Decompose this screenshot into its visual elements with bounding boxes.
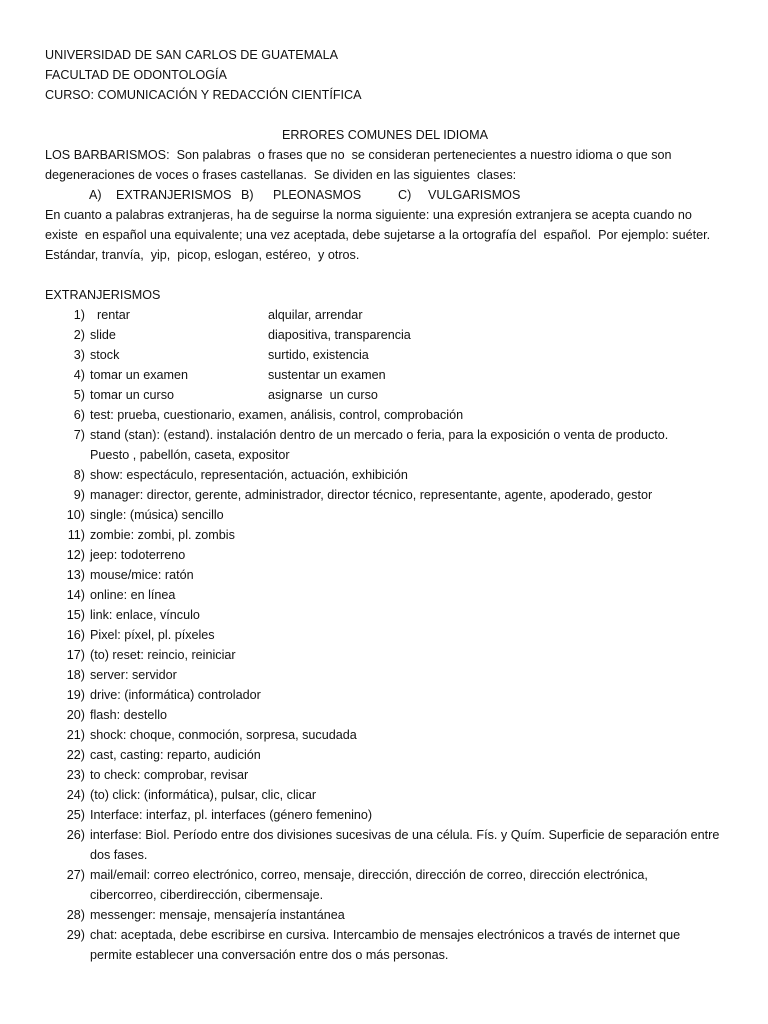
item-text: test: prueba, cuestionario, examen, análisis, control, comprobación: [90, 408, 464, 422]
list-item: [45, 565, 735, 585]
spacer: [45, 265, 735, 285]
item-number: 15): [66, 608, 85, 622]
item-number: 27): [66, 868, 85, 882]
list-item: [45, 545, 735, 565]
item-text: single: (música) sencillo: [90, 508, 224, 522]
rule-text: Estándar, tranvía, yip, picop, eslogan, estéreo, y otros.: [45, 248, 360, 262]
document-title: ERRORES COMUNES DEL IDIOMA: [282, 128, 488, 142]
list-item: [45, 485, 735, 505]
foreign-term: rentar: [90, 308, 130, 322]
item-text: server: servidor: [90, 668, 177, 682]
item-text: Pixel: píxel, pl. píxeles: [90, 628, 215, 642]
list-item: [45, 665, 735, 685]
foreign-term: stock: [90, 348, 120, 362]
list-item: [45, 805, 735, 825]
university-name: UNIVERSIDAD DE SAN CARLOS DE GUATEMALA: [45, 48, 338, 62]
item-text: show: espectáculo, representación, actuación, exhibición: [90, 468, 408, 482]
spacer: [45, 105, 735, 125]
list-item: [45, 725, 735, 745]
list-item: [45, 685, 735, 705]
list-item: [45, 365, 735, 385]
rule-text: En cuanto a palabras extranjeras, ha de seguirse la norma siguiente: una expresión extranjera se acepta cuando no: [45, 208, 692, 222]
item-number: 5): [73, 388, 85, 402]
item-text: link: enlace, vínculo: [90, 608, 200, 622]
item-text: cast, casting: reparto, audición: [90, 748, 261, 762]
list-item: [45, 905, 735, 925]
items-list: [45, 405, 735, 965]
item-number: 25): [66, 808, 85, 822]
item-number: 8): [73, 468, 85, 482]
item-text: Interface: interfaz, pl. interfaces (género femenino): [90, 808, 373, 822]
list-item: [45, 385, 735, 405]
list-item: [45, 325, 735, 345]
item-text-continued: dos fases.: [90, 848, 148, 862]
foreign-term: tomar un curso: [90, 388, 174, 402]
item-number: 1): [73, 308, 85, 322]
item-text-continued: Puesto , pabellón, caseta, expositor: [90, 448, 290, 462]
list-item: [45, 605, 735, 625]
list-item: [45, 505, 735, 525]
foreign-term: slide: [90, 328, 116, 342]
list-item: [45, 525, 735, 545]
barbarism-classes: [45, 185, 735, 205]
rule-text: existe en español una equivalente; una vez aceptada, debe sujetarse a la ortografía del español. Por ejemplo: suéter.: [45, 228, 711, 242]
class-letter: A): [89, 188, 102, 202]
item-text-continued: permite establecer una conversación entre dos o más personas.: [90, 948, 449, 962]
item-text: messenger: mensaje, mensajería instantánea: [90, 908, 345, 922]
item-text: manager: director, gerente, administrador, director técnico, representante, agente, apoderado, gestor: [90, 488, 653, 502]
item-text: drive: (informática) controlador: [90, 688, 261, 702]
item-text: zombie: zombi, pl. zombis: [90, 528, 235, 542]
item-number: 10): [66, 508, 85, 522]
item-number: 14): [66, 588, 85, 602]
item-text: to check: comprobar, revisar: [90, 768, 249, 782]
course-name: CURSO: COMUNICACIÓN Y REDACCIÓN CIENTÍFICA: [45, 88, 362, 102]
item-text: mail/email: correo electrónico, correo, mensaje, dirección, dirección de correo, dirección electrónica,: [90, 868, 648, 882]
item-number: 13): [66, 568, 85, 582]
item-text-continued: cibercorreo, ciberdirección, cibermensaje.: [90, 888, 324, 902]
item-number: 29): [66, 928, 85, 942]
item-number: 2): [73, 328, 85, 342]
spanish-equivalent: alquilar, arrendar: [268, 308, 363, 322]
class-letter: C): [398, 188, 412, 202]
item-text: (to) click: (informática), pulsar, clic, clicar: [90, 788, 317, 802]
list-item: [45, 925, 735, 965]
item-number: 19): [66, 688, 85, 702]
item-number: 4): [73, 368, 85, 382]
list-item: [45, 625, 735, 645]
list-item: [45, 425, 735, 465]
item-text: stand (stan): (estand). instalación dentro de un mercado o feria, para la exposición o venta de producto.: [90, 428, 669, 442]
list-item: [45, 765, 735, 785]
intro-text: LOS BARBARISMOS: Son palabras o frases que no se consideran pertenecientes a nuestro idioma o que son: [45, 148, 672, 162]
foreign-term: tomar un examen: [90, 368, 189, 382]
spanish-equivalent: surtido, existencia: [268, 348, 369, 362]
item-text: jeep: todoterreno: [90, 548, 186, 562]
item-text: interfase: Biol. Período entre dos divisiones sucesivas de una célula. Fís. y Quím. Superficie de separación entre: [90, 828, 720, 842]
spanish-equivalent: asignarse un curso: [268, 388, 378, 402]
item-text: (to) reset: reincio, reiniciar: [90, 648, 236, 662]
list-item: [45, 705, 735, 725]
list-item: [45, 465, 735, 485]
item-number: 12): [66, 548, 85, 562]
list-item: [45, 645, 735, 665]
document-page: [45, 45, 735, 965]
spanish-equivalent: diapositiva, transparencia: [268, 328, 411, 342]
class-name: VULGARISMOS: [428, 188, 521, 202]
item-number: 24): [66, 788, 85, 802]
item-number: 21): [66, 728, 85, 742]
item-text: mouse/mice: ratón: [90, 568, 194, 582]
item-number: 6): [73, 408, 85, 422]
item-number: 3): [73, 348, 85, 362]
spanish-equivalent: sustentar un examen: [268, 368, 386, 382]
item-number: 17): [66, 648, 85, 662]
list-item: [45, 825, 735, 865]
item-number: 16): [66, 628, 85, 642]
item-number: 11): [67, 528, 85, 542]
class-name: PLEONASMOS: [273, 188, 362, 202]
item-text: shock: choque, conmoción, sorpresa, sucudada: [90, 728, 357, 742]
item-number: 18): [66, 668, 85, 682]
item-text: online: en línea: [90, 588, 176, 602]
list-item: [45, 405, 735, 425]
class-letter: B): [241, 188, 254, 202]
item-number: 20): [66, 708, 85, 722]
item-number: 26): [66, 828, 85, 842]
item-number: 7): [73, 428, 85, 442]
faculty-name: FACULTAD DE ODONTOLOGÍA: [45, 68, 227, 82]
item-text: chat: aceptada, debe escribirse en cursiva. Intercambio de mensajes electrónicos a través de internet que: [90, 928, 681, 942]
item-number: 23): [66, 768, 85, 782]
list-item: [45, 785, 735, 805]
list-item: [45, 345, 735, 365]
pairs-list: [45, 305, 735, 405]
list-item: [45, 585, 735, 605]
class-name: EXTRANJERISMOS: [116, 188, 232, 202]
item-number: 9): [73, 488, 85, 502]
item-text: flash: destello: [90, 708, 168, 722]
list-item: [45, 865, 735, 905]
item-number: 28): [66, 908, 85, 922]
intro-text: degeneraciones de voces o frases castellanas. Se dividen en las siguientes clases:: [45, 168, 517, 182]
section-heading: EXTRANJERISMOS: [45, 288, 161, 302]
item-number: 22): [66, 748, 85, 762]
list-item: [45, 305, 735, 325]
list-item: [45, 745, 735, 765]
